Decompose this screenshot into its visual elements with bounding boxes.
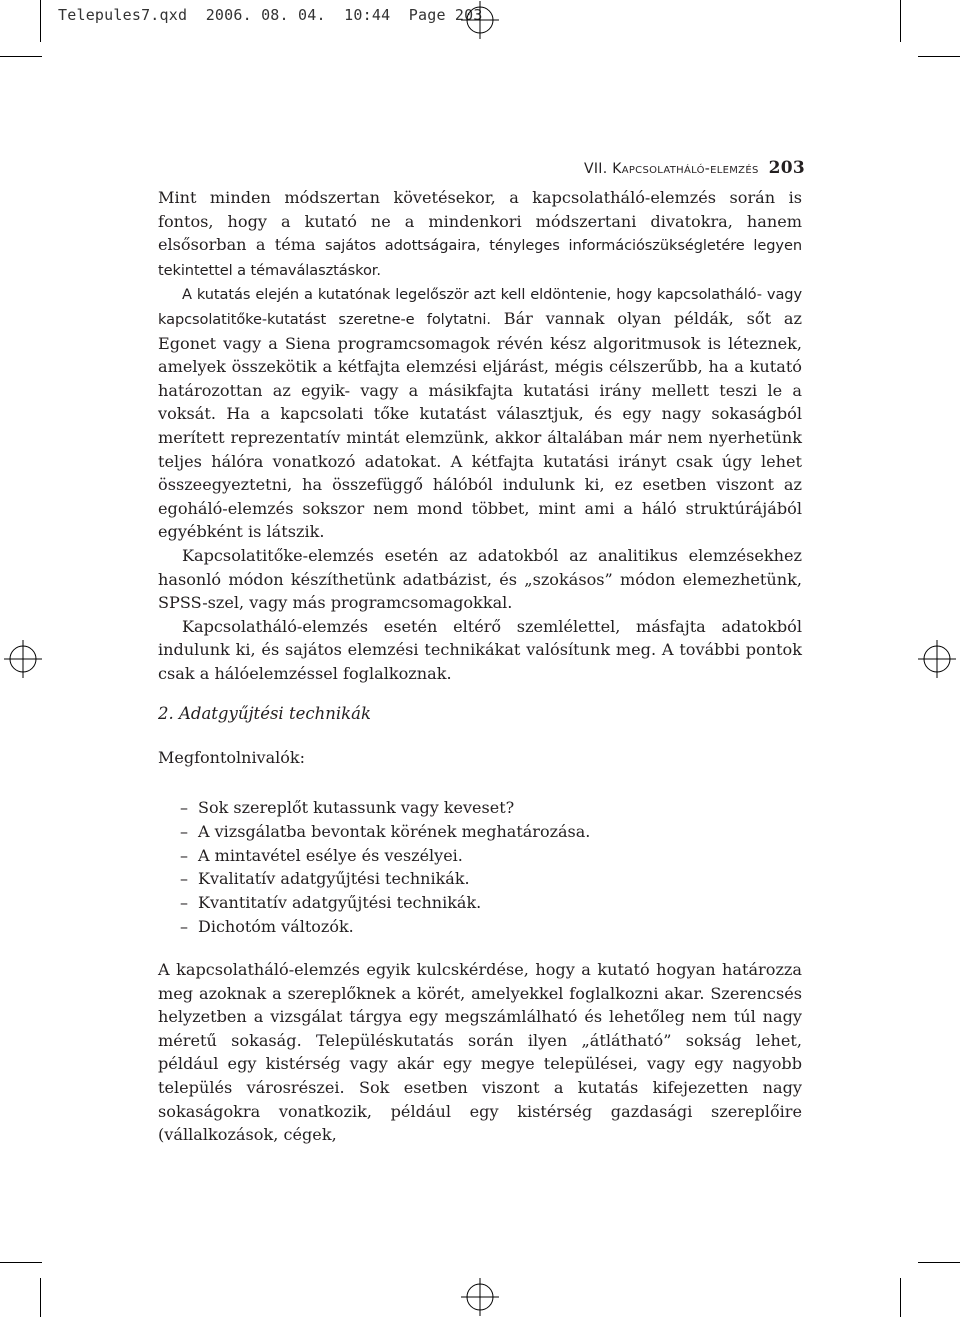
dash-marker: – [180,798,188,817]
considerations-list [180,796,590,939]
list-item [180,891,590,915]
paragraph-3: Kapcsolatitőke-elemzés esetén az adatokból az analitikus elemzésekhez hasonló módon készíthetünk adatbázist, és „szokásos” módon elemezhetünk, SPSS-szel, vagy más programcsomagokkal. [158,545,802,613]
crop-mark-bottom-right-vertical [900,1278,901,1317]
paragraph-1-sans: sajátos adottságaira, tényleges információszükségletére legyen tekintettel a témaválasztáskor. [158,237,802,279]
running-head-chapter: VII. Kapcsolatháló-elemzés [583,161,759,177]
paragraph-4: Kapcsolatháló-elemzés esetén eltérő szemlélettel, másfajta adatokból indulunk ki, és sajátos elemzési technikákat valósítunk meg. A további pontok csak a hálóelemzéssel foglalkoznak. [158,616,802,683]
dash-marker: – [180,821,188,841]
crop-mark-top-right-vertical [900,0,901,42]
crop-mark-bottom-left-horizontal [0,1262,42,1263]
paragraph-2 [158,282,802,544]
list-item-text: A mintavétel esélye és veszélyei. [198,845,463,865]
dash-marker: – [180,916,188,936]
list-item [180,820,590,844]
crop-mark-top-left-horizontal [0,56,42,57]
paragraph-1 [158,186,802,282]
list-item [180,867,590,891]
dash-marker: – [180,893,188,913]
crop-mark-bottom-right-horizontal [918,1262,960,1263]
list-item-text: Kvantitatív adatgyűjtési technikák. [198,893,482,913]
paragraph-2-sans: A kutatás elején a kutatónak legelőször azt kell eldöntenie, hogy kapcsolatháló- vagy kapcsolatitőke-kutatást szeretne-e folytatni. [158,286,802,328]
list-item-text: Kvalitatív adatgyűjtési technikák. [198,869,470,889]
crop-mark-top-right-horizontal [918,56,960,57]
list-item [180,915,590,939]
list-item [180,844,590,868]
registration-mark-bottom-icon [461,1278,499,1316]
print-slug-line: Telepules7.qxd 2006. 08. 04. 10:44 Page 203 [58,6,483,24]
running-head [584,158,805,178]
dash-marker: – [180,845,188,865]
registration-mark-top-icon [461,1,499,39]
closing-paragraph: A kapcsolatháló-elemzés egyik kulcskérdése, hogy a kutató hogyan határozza meg azoknak a szereplőknek a körét, amelyekkel foglalkozni akar. Szerencsés helyzetben a vizsgálat tárgya egy megszámlálható és lehetőleg nem túl nagy méretű sokaság. Településkutatás során ilyen „átlátható” sokság lehet, például egy kistérség vagy akár egy megye települései, vagy egy nagyobb település városrészei. Sok esetben viszont a kutatás kifejezetten nagy sokaságokra vonatkozik, például egy kistérség gazdasági szereplőire (vállalkozások, cégek, [158,960,802,1145]
registration-mark-left-icon [4,640,42,678]
dash-marker: – [180,869,188,889]
list-item-text: Dichotóm változók. [198,916,354,936]
page-number: 203 [768,158,805,178]
list-item-text: A vizsgálatba bevontak körének meghatározása. [198,821,591,841]
crop-mark-bottom-left-vertical [40,1278,41,1317]
paragraph-1-serif: Mint minden módszertan követésekor, a kapcsolatháló-elemzés során is fontos, hogy a kutató ne a mindenkori módszertani divatokra, hanem elsősorban a téma [158,188,802,255]
subheading: Megfontolnivalók: [158,748,305,767]
body-text [158,186,802,685]
list-item [180,796,590,820]
paragraph-2-serif: Bár vannak olyan példák, sőt az Egonet vagy a Siena programcsomagok révén kész algoritmusok is léteznek, amelyek összekötik a kétfajta elemzési eljárást, mégis célszerűbb, ha a kutató határozottan az egyik- vagy a másikfajta kutatási irány mellett teszi le a voksát. Ha a kapcsolati tőke kutatást választjuk, és egy nagy sokaságból merített reprezentatív mintát elemzünk, akkor általában már nem nyerhetünk teljes hálóra vonatkozó adatokat. A kétfajta kutatási irányt csak úgy lehet összeegyeztetni, ha összefüggő hálóból indulunk ki, ez esetben viszont az egoháló-elemzés sokszor nem mond többet, mint ami a háló struktúrájából egyébként is látszik. [158,308,802,542]
list-item-text: Sok szereplőt kutassunk vagy keveset? [198,798,515,817]
crop-mark-top-left-vertical [40,0,41,42]
section-heading: 2. Adatgyűjtési technikák [158,704,371,723]
registration-mark-right-icon [918,640,956,678]
